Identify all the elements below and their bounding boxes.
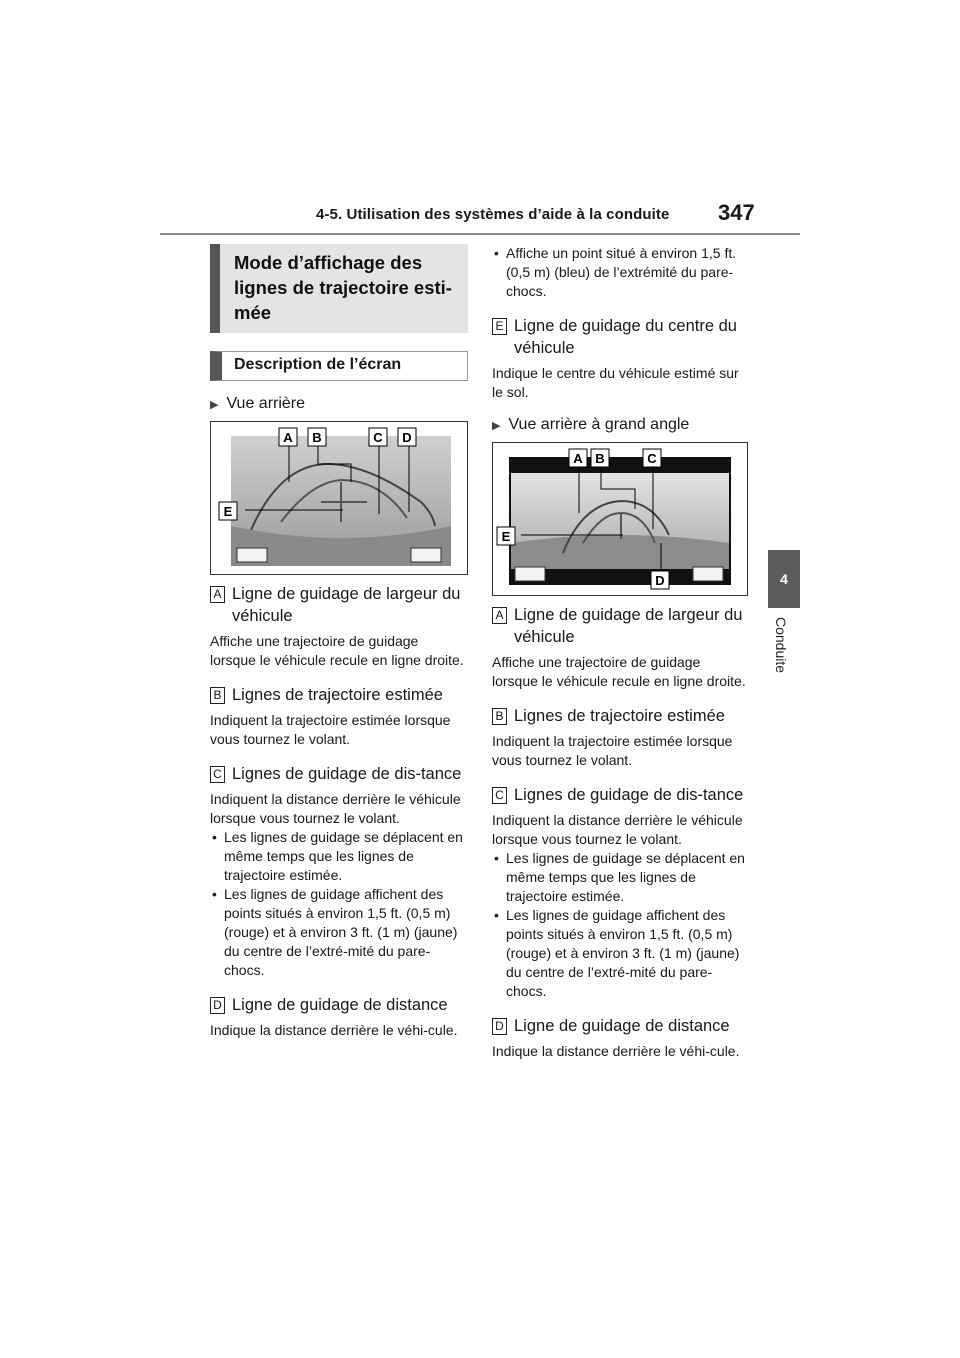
item-desc: Affiche une trajectoire de guidage lorsque le véhicule recule en ligne droite. <box>492 654 746 689</box>
bullet-item: • Les lignes de guidage affichent des points situés à environ 1,5 ft. (0,5 m) (rouge) et à environ 3 ft. (1 m) (jaune) du centre de l’extré-mité du pare-chocs. <box>492 906 750 1001</box>
letter-box: E <box>492 318 507 335</box>
item-bullets <box>492 849 750 1001</box>
wide-item-a <box>492 604 750 691</box>
item-title: Ligne de guidage de largeur du véhicule <box>232 585 461 625</box>
callout-d <box>398 428 416 446</box>
rear-item-c <box>210 763 468 980</box>
item-title: Ligne de guidage de distance <box>514 1017 730 1035</box>
bullet-item: • Les lignes de guidage se déplacent en même temps que les lignes de trajectoire estimée. <box>210 828 468 885</box>
callout-b-label: B <box>312 430 322 445</box>
guideline-toggle-icon[interactable] <box>411 548 441 562</box>
wide-view-title <box>492 416 750 434</box>
right-column <box>492 244 750 1061</box>
letter-box: D <box>210 997 225 1014</box>
rear-view-figure <box>210 421 468 575</box>
callout-b <box>308 428 326 446</box>
header-rule <box>160 233 800 235</box>
parking-sensor-icon[interactable] <box>237 548 267 562</box>
letter-box: C <box>210 766 225 783</box>
chapter-number: 4 <box>780 571 788 587</box>
chapter-label: Conduite <box>773 617 789 674</box>
callout-e <box>219 502 237 520</box>
rear-view-title <box>210 395 468 413</box>
letter-box: D <box>492 1018 507 1035</box>
callout-a <box>569 449 587 467</box>
item-desc: Indiquent la trajectoire estimée lorsque vous tournez le volant. <box>492 733 733 768</box>
callout-e-label: E <box>223 504 233 519</box>
callout-d-label: D <box>655 573 665 588</box>
rear-view-diagram <box>211 422 467 574</box>
page-number: 347 <box>718 200 755 225</box>
subsection-title: Description de l’écran <box>210 351 468 381</box>
left-column <box>210 244 468 1040</box>
callout-d-label: D <box>402 430 412 445</box>
item-desc: Indiquent la distance derrière le véhicule lorsque vous tournez le volant. <box>492 812 743 847</box>
rear-item-b <box>210 684 468 749</box>
parking-sensor-icon[interactable] <box>515 567 545 581</box>
guideline-toggle-icon[interactable] <box>693 567 723 581</box>
item-desc: Indique la distance derrière le véhi-cule. <box>492 1043 740 1059</box>
bullet-item: • Affiche un point situé à environ 1,5 ft. (0,5 m) (bleu) de l’extrémité du pare-chocs. <box>492 244 750 301</box>
callout-c <box>369 428 387 446</box>
wide-item-c <box>492 784 750 1001</box>
rear-view-label: Vue arrière <box>226 395 306 412</box>
letter-box: A <box>210 586 225 603</box>
letter-box: A <box>492 607 507 624</box>
callout-d <box>651 571 669 589</box>
header-title: 4-5. Utilisation des systèmes d’aide à la conduite <box>316 206 670 223</box>
letter-box: B <box>210 687 225 704</box>
callout-b <box>591 449 609 467</box>
item-desc: Indiquent la distance derrière le véhicule lorsque vous tournez le volant. <box>210 791 461 826</box>
callout-a-label: A <box>573 451 583 466</box>
callout-c-label: C <box>373 430 383 445</box>
item-desc: Affiche une trajectoire de guidage lorsque le véhicule recule en ligne droite. <box>210 633 464 668</box>
callout-c <box>643 449 661 467</box>
wide-item-d <box>492 1015 750 1061</box>
bullet-item: • Les lignes de guidage se déplacent en même temps que les lignes de trajectoire estimée. <box>492 849 750 906</box>
item-title: Lignes de guidage de dis-tance <box>232 765 462 783</box>
callout-e <box>497 527 515 545</box>
triangle-bullet-icon: ▶ <box>210 398 219 411</box>
wide-view-diagram <box>493 443 747 595</box>
item-title: Ligne de guidage du centre du véhicule <box>514 317 737 357</box>
item-title: Ligne de guidage de largeur du véhicule <box>514 606 743 646</box>
item-desc: Indiquent la trajectoire estimée lorsque vous tournez le volant. <box>210 712 451 747</box>
wide-view-label: Vue arrière à grand angle <box>508 416 690 433</box>
item-title: Lignes de guidage de dis-tance <box>514 786 744 804</box>
bumper-area <box>511 535 729 569</box>
letter-box: C <box>492 787 507 804</box>
wide-item-b <box>492 705 750 770</box>
item-bullets <box>210 828 468 980</box>
item-title: Lignes de trajectoire estimée <box>514 707 725 725</box>
callout-e-label: E <box>501 529 511 544</box>
callout-b-label: B <box>595 451 605 466</box>
callout-a <box>279 428 297 446</box>
wide-view-figure <box>492 442 748 596</box>
rear-item-a <box>210 583 468 670</box>
item-desc: Indique la distance derrière le véhi-cule. <box>210 1022 458 1038</box>
item-desc: Indique le centre du véhicule estimé sur le sol. <box>492 365 739 400</box>
section-title: Mode d’affichage des lignes de trajectoire esti-mée <box>210 244 468 333</box>
top-bullets <box>492 244 750 301</box>
chapter-tab <box>768 550 800 608</box>
triangle-bullet-icon: ▶ <box>492 419 501 432</box>
item-title: Lignes de trajectoire estimée <box>232 686 443 704</box>
callout-c-label: C <box>647 451 657 466</box>
rear-item-d <box>210 994 468 1040</box>
letter-box: B <box>492 708 507 725</box>
callout-a-label: A <box>283 430 293 445</box>
bullet-item: • Les lignes de guidage affichent des points situés à environ 1,5 ft. (0,5 m) (rouge) et à environ 3 ft. (1 m) (jaune) du centre de l’extré-mité du pare-chocs. <box>210 885 468 980</box>
rear-item-e <box>492 315 750 402</box>
item-title: Ligne de guidage de distance <box>232 996 448 1014</box>
